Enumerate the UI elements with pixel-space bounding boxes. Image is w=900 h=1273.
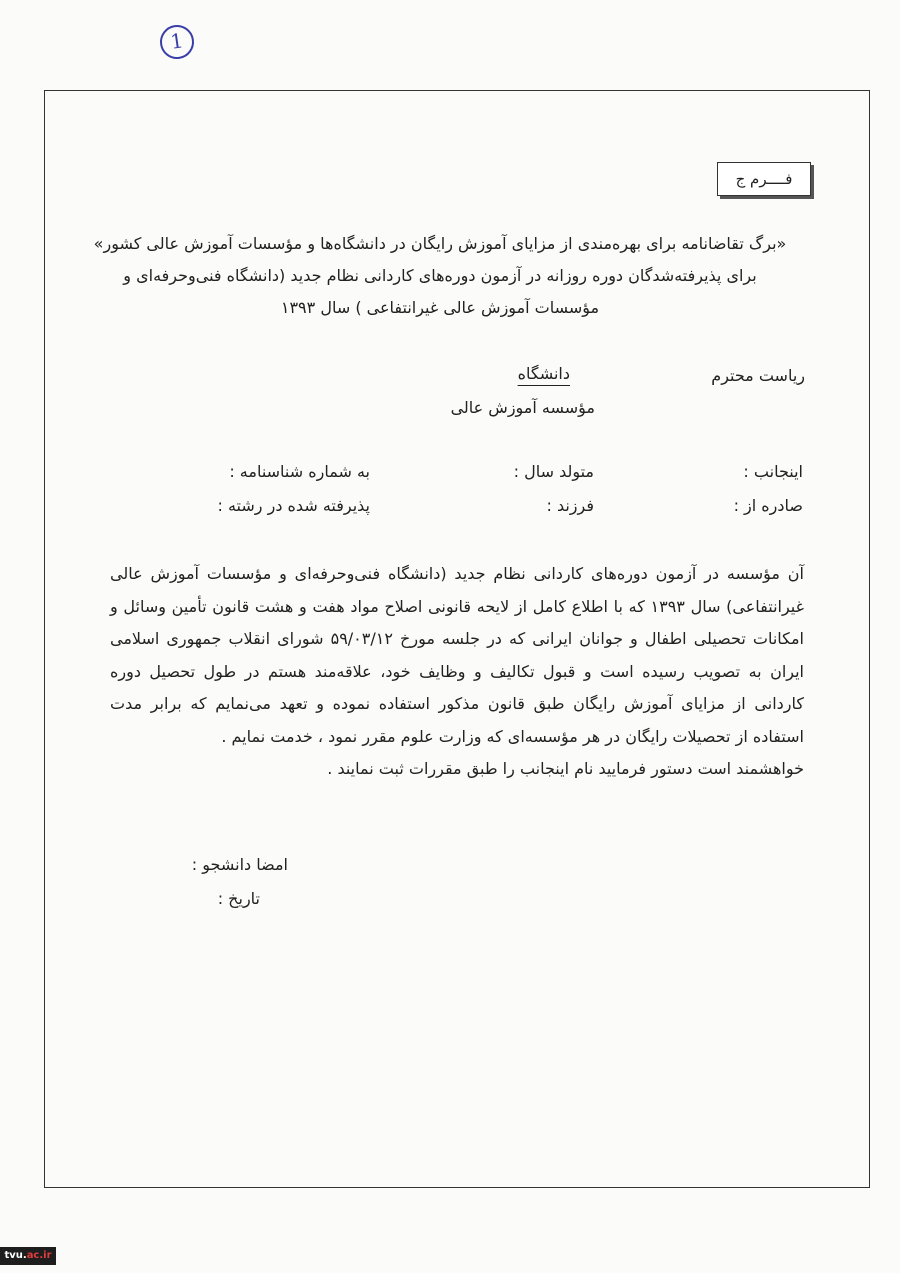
commitment-paragraph: آن مؤسسه در آزمون دوره‌های کاردانی نظام جدید (دانشگاه فنی‌وحرفه‌ای و مؤسسات آموزش عالی غیرانتفاعی) سال ۱۳۹۳ که با اطلاع کامل از لایحه قانونی اصلاح مواد هفت و هشت قانون تأمین وسائل و امکانات تحصیلی اطفال و جوانان ایرانی که در جلسه مورخ ۵۹/۰۳/۱۲ شورای انقلاب جمهوری اسلامی ایران به تصویب رسیده است و قبول تکالیف و وظایف خود، علاقه‌مند هستم در طول تحصیل دوره کاردانی از مزایای آموزش رایگان طبق قانون مذکور استفاده نموده و تعهد می‌نمایم که برابر مدت استفاده از تحصیلات رایگان در هر مؤسسه‌ای که وزارت علوم مقرر نمود ، خدمت نمایم .	[110, 564, 805, 746]
date-label: تاریخ :	[217, 889, 260, 908]
commitment-text	[110, 558, 804, 786]
form-type-label: فــــرم ج	[717, 162, 811, 196]
form-title-line-2: برای پذیرفته‌شدگان دوره روزانه در آزمون دوره‌های کاردانی نظام جدید (دانشگاه فنی‌وحرفه‌ای و	[123, 266, 757, 285]
site-logo	[0, 1247, 56, 1265]
child-of-field-label: فرزند :	[546, 496, 594, 515]
site-logo-main: tvu.	[4, 1250, 27, 1261]
page-number-mark: 1	[158, 23, 196, 61]
site-logo-accent: ac.ir	[26, 1250, 52, 1261]
id-number-field-label: به شماره شناسنامه :	[229, 462, 370, 481]
institute-label: مؤسسه آموزش عالی	[450, 398, 595, 417]
student-signature-label: امضا دانشجو :	[191, 855, 288, 874]
form-title-line-1: «برگ تقاضانامه برای بهره‌مندی از مزایای آموزش رایگان در دانشگاه‌ها و مؤسسات آموزش عالی کشور»	[93, 234, 787, 253]
form-title-line-3: مؤسسات آموزش عالی غیرانتفاعی ) سال ۱۳۹۳	[280, 298, 600, 317]
university-label: دانشگاه	[517, 364, 570, 383]
form-title	[80, 228, 800, 324]
registration-request: خواهشمند است دستور فرمایید نام اینجانب را طبق مقررات ثبت نمایند .	[327, 759, 804, 778]
salutation: ریاست محترم	[711, 366, 805, 385]
accepted-major-field-label: پذیرفته شده در رشته :	[217, 496, 370, 515]
birth-year-field-label: متولد سال :	[513, 462, 594, 481]
applicant-field-label: اینجانب :	[743, 462, 803, 481]
issued-from-field-label: صادره از :	[733, 496, 803, 515]
